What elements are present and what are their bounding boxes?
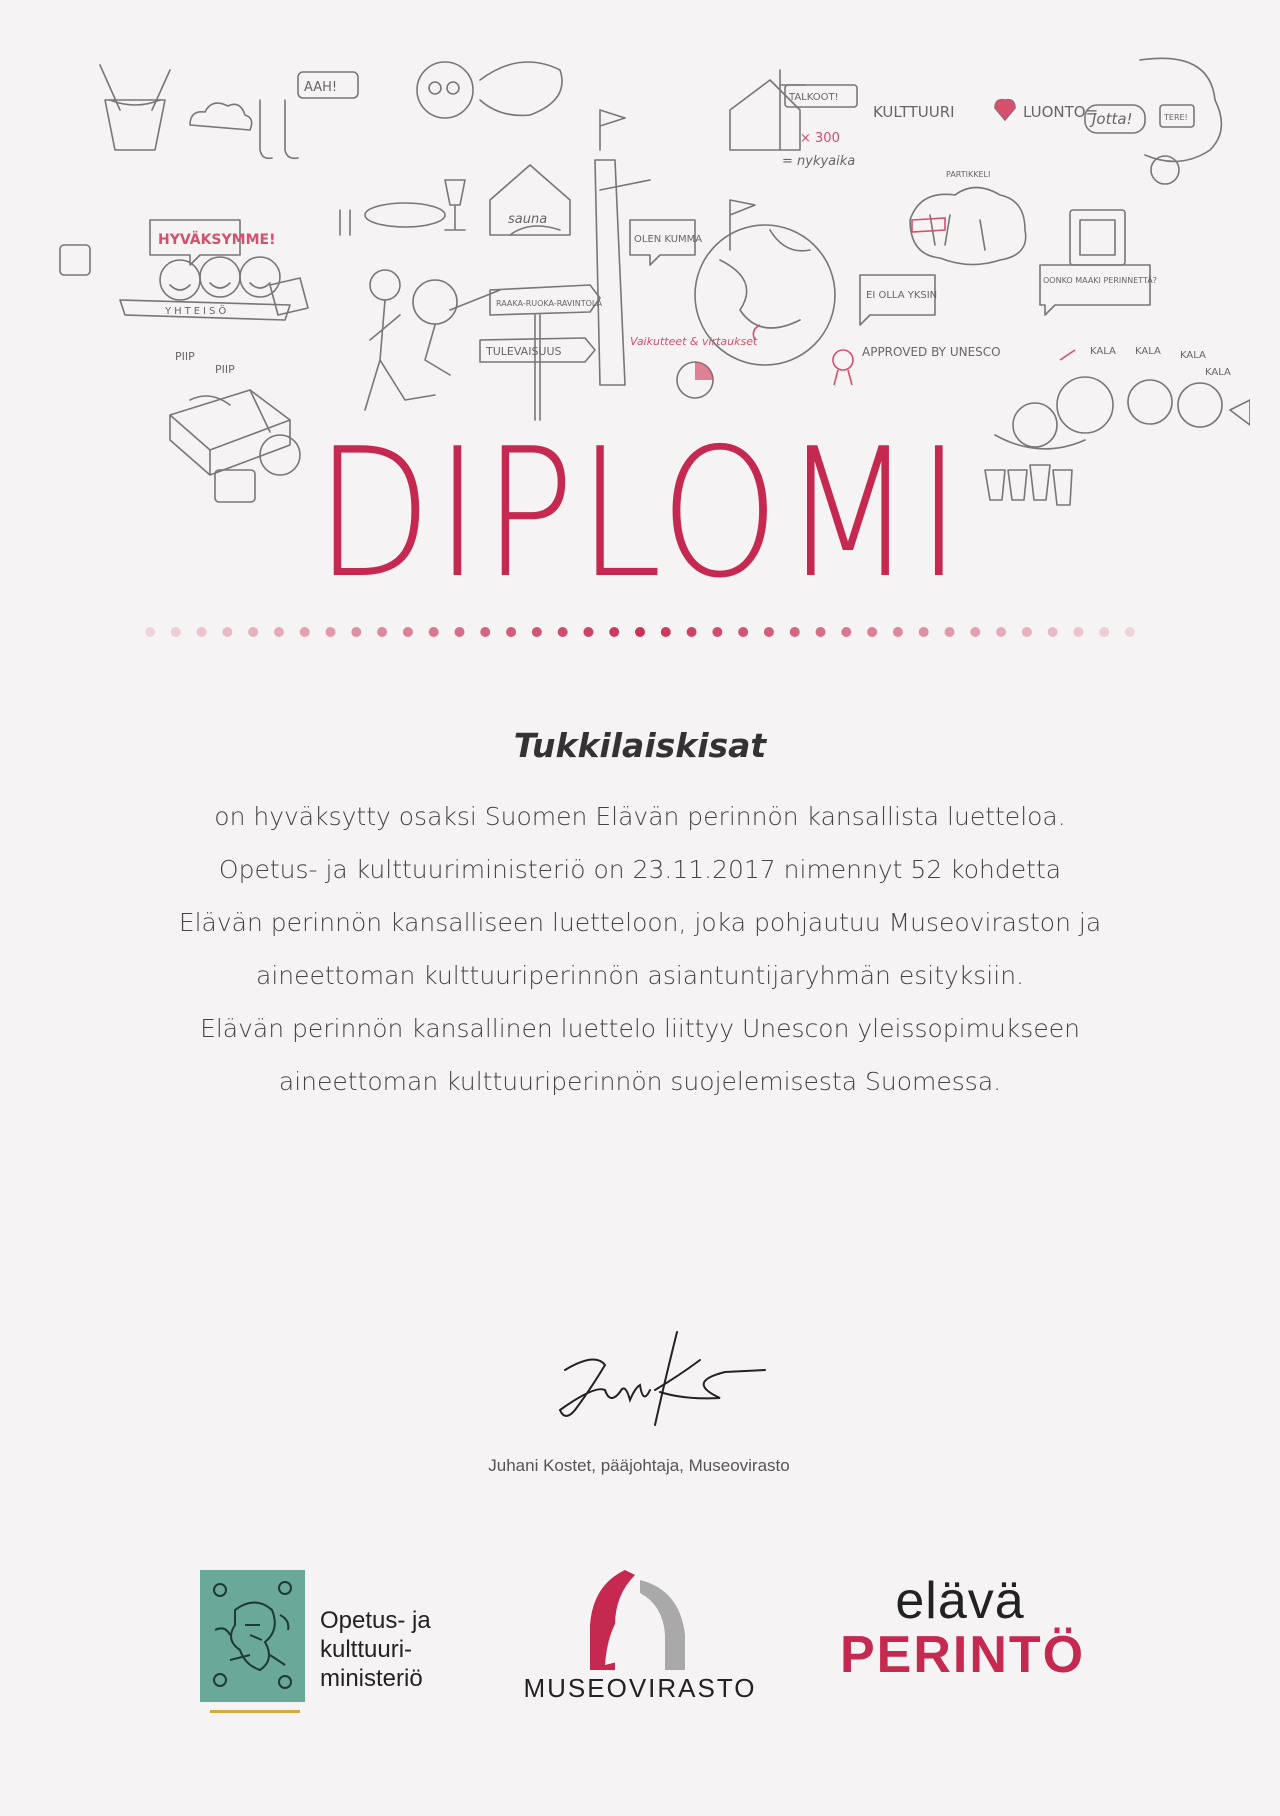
body-line: aineettoman kulttuuriperinnön suojelemisesta Suomessa. — [278, 1067, 1002, 1096]
divider-dot — [248, 627, 258, 637]
doodle-label-raaka-ruoka: RAAKA-RUOKA-RAVINTOLA — [496, 299, 602, 308]
okm-logo-text — [320, 1606, 431, 1693]
doodle-label-talkoot: TALKOOT! — [789, 92, 839, 103]
doodle-label-tere: TERE! — [1164, 113, 1188, 122]
doodle-label-kala-3: KALA — [1180, 350, 1206, 361]
museovirasto-logo — [520, 1565, 760, 1705]
doodle-label-vaikutteet: Vaikutteet & virtaukset — [630, 335, 758, 348]
divider-dot — [738, 627, 748, 637]
doodle-label-partikkeli: PARTIKKELI — [946, 170, 991, 179]
okm-accent-bar — [210, 1710, 300, 1713]
arch-icon — [585, 1565, 695, 1675]
divider-dot — [816, 627, 826, 637]
doodle-label-luonto: LUONTO= — [1023, 103, 1099, 121]
divider-dot — [841, 627, 851, 637]
divider-dot — [764, 627, 774, 637]
body-line: Opetus- ja kulttuuriministeriö on 23.11.2017 nimennyt 52 kohdetta — [218, 855, 1062, 884]
doodle-label-kala-4: KALA — [1205, 367, 1231, 378]
divider-dot — [222, 627, 232, 637]
divider-dot — [609, 627, 619, 637]
divider-dot — [970, 627, 980, 637]
divider-dot — [326, 627, 336, 637]
divider-dot — [480, 627, 490, 637]
divider-dot — [274, 627, 284, 637]
museovirasto-logo-text: MUSEOVIRASTO — [523, 1673, 757, 1703]
divider-dot — [197, 627, 207, 637]
signer-name: Juhani Kostet, pääjohtaja, Museovirasto — [488, 1456, 790, 1475]
doodle-label-nykyaika: = nykyaika — [782, 154, 856, 169]
divider-dot — [635, 627, 645, 637]
okm-line: ministeriö — [320, 1665, 423, 1692]
doodle-label-ei-olla-yksin: EI OLLA YKSIN — [866, 290, 938, 301]
okm-line: kulttuuri- — [320, 1636, 413, 1663]
divider-dot — [454, 627, 464, 637]
doodle-label-sauna: sauna — [508, 212, 548, 227]
divider-dot — [532, 627, 542, 637]
okm-line: Opetus- ja — [320, 1607, 431, 1634]
diploma-body — [0, 790, 1280, 1108]
divider-dot — [661, 627, 671, 637]
doodle-label-approved: APPROVED BY UNESCO — [862, 345, 1001, 359]
dotted-divider — [140, 624, 1140, 640]
body-line: Elävän perinnön kansalliseen luetteloon, joka pohjautuu Museoviraston ja — [178, 908, 1102, 937]
doodle-label-aah: AAH! — [304, 80, 338, 95]
divider-dot — [1073, 627, 1083, 637]
doodle-label-kala-1: KALA — [1090, 346, 1116, 357]
divider-dot — [171, 627, 181, 637]
divider-dot — [351, 627, 361, 637]
divider-dot — [996, 627, 1006, 637]
divider-dot — [377, 627, 387, 637]
okm-logo — [200, 1570, 460, 1720]
doodle-label-oonko-maaki: OONKO MAAKI PERINNETTÄ? — [1043, 276, 1157, 285]
divider-dot — [558, 627, 568, 637]
divider-dot — [712, 627, 722, 637]
doodle-label-x300: × 300 — [800, 131, 840, 146]
page-title: DIPLOMI — [315, 410, 965, 617]
body-line: on hyväksytty osaksi Suomen Elävän perinnön kansallista luetteloa. — [214, 802, 1066, 831]
divider-dot — [1099, 627, 1109, 637]
doodle-label-kulttuuri: KULTTUURI — [873, 103, 955, 121]
divider-dot — [867, 627, 877, 637]
divider-dot — [1022, 627, 1032, 637]
divider-dot — [506, 627, 516, 637]
divider-dot — [429, 627, 439, 637]
doodle-label-piip-1: PIIP — [175, 350, 195, 363]
signature-image — [535, 1330, 775, 1440]
doodle-label-kala-2: KALA — [1135, 346, 1161, 357]
elava-perinto-logo — [840, 1572, 1086, 1705]
doodle-label-yhteiso: YHTEISÖ — [165, 306, 230, 317]
doodle-label-olen-kumma: OLEN KUMMA — [634, 234, 703, 245]
divider-dot — [919, 627, 929, 637]
divider-dot — [145, 627, 155, 637]
divider-dot — [403, 627, 413, 637]
body-line: aineettoman kulttuuriperinnön asiantuntijaryhmän esityksiin. — [256, 961, 1024, 990]
diploma-subject: Tukkilaiskisat — [513, 726, 767, 765]
body-line: Elävän perinnön kansallinen luettelo liittyy Unescon yleissopimukseen — [200, 1014, 1080, 1043]
elava-perinto-logo-top: elävä — [895, 1572, 1025, 1630]
divider-dot — [1048, 627, 1058, 637]
elava-perinto-logo-bottom: PERINTÖ — [840, 1626, 1086, 1684]
divider-dot — [583, 627, 593, 637]
divider-dot — [687, 627, 697, 637]
doodle-label-hyvaksymme: HYVÄKSYMME! — [158, 232, 276, 248]
divider-dot — [893, 627, 903, 637]
divider-dot — [790, 627, 800, 637]
divider-dot — [300, 627, 310, 637]
doodle-label-piip-2: PIIP — [215, 363, 235, 376]
doodle-label-jotta: Jotta! — [1092, 110, 1133, 128]
doodle-label-tulevaisuus: TULEVAISUUS — [486, 345, 562, 358]
divider-dot — [944, 627, 954, 637]
divider-dot — [1125, 627, 1135, 637]
lion-seal-icon — [200, 1570, 305, 1702]
